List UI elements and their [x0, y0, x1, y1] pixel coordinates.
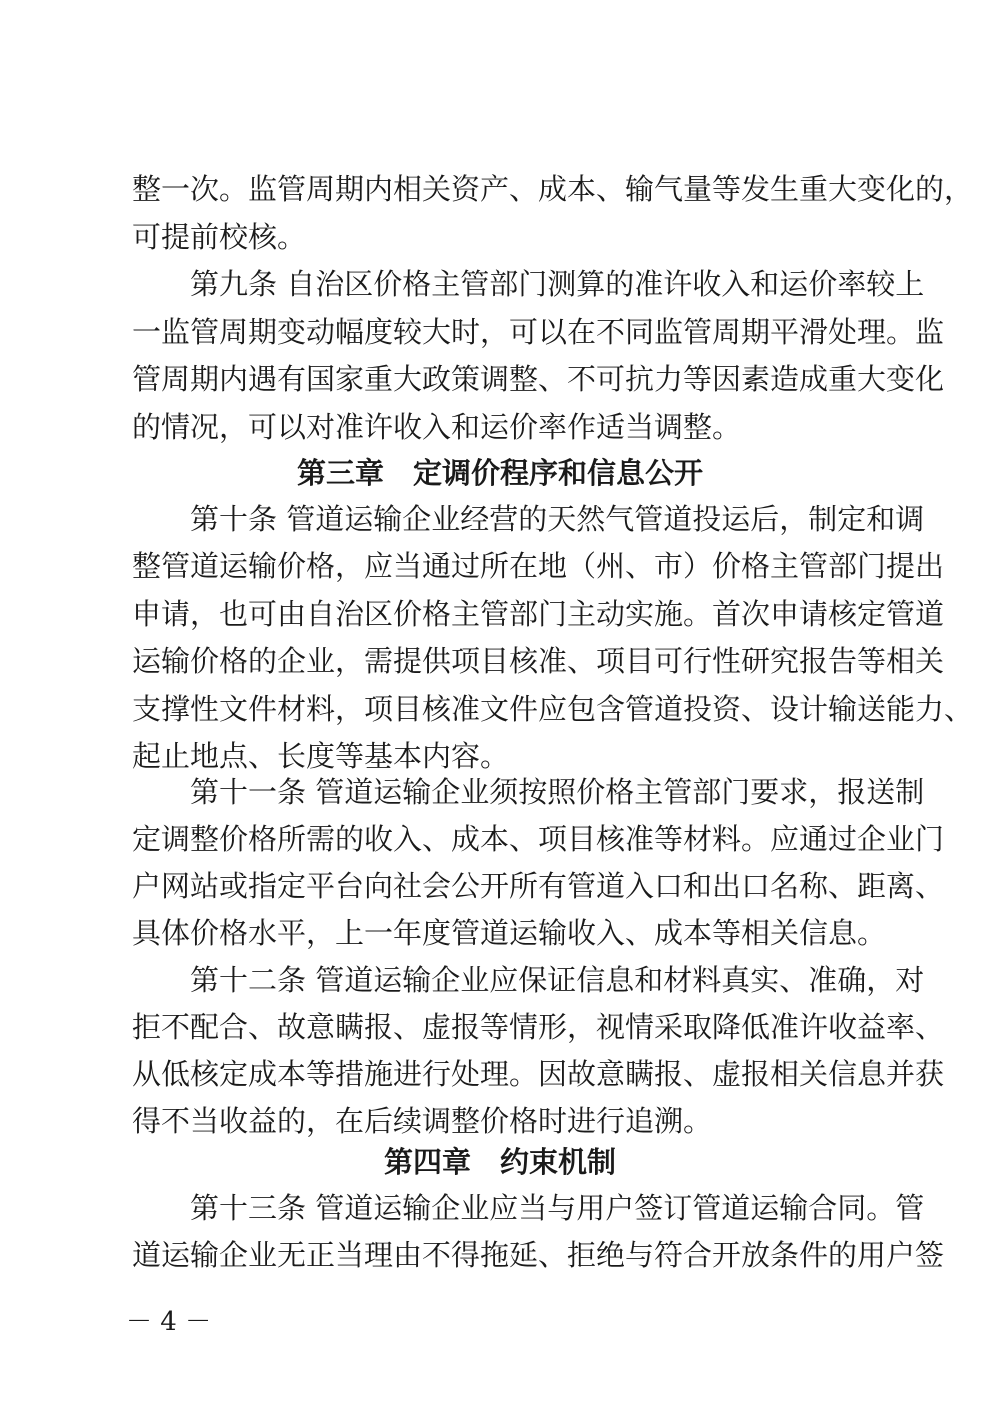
article-13-first-line: 第十三条 管道运输企业应当与用户签订管道运输合同。管 [190, 1191, 925, 1225]
body-line: 定调整价格所需的收入、成本、项目核准等材料。应通过企业门 [132, 822, 945, 856]
body-line: 具体价格水平，上一年度管道运输收入、成本等相关信息。 [132, 916, 887, 950]
chapter-3-heading: 第三章 定调价程序和信息公开 [296, 456, 703, 490]
article-11-first-line: 第十一条 管道运输企业须按照价格主管部门要求，报送制 [190, 775, 925, 809]
body-line: 拒不配合、故意瞒报、虚报等情形，视情采取降低准许收益率、 [132, 1010, 945, 1044]
article-9-first-line: 第九条 自治区价格主管部门测算的准许收入和运价率较上 [190, 267, 925, 301]
body-line: 整一次。监管周期内相关资产、成本、输气量等发生重大变化的， [132, 172, 974, 206]
body-line: 一监管周期变动幅度较大时，可以在不同监管周期平滑处理。监 [132, 315, 945, 349]
page-number: － 4 － [126, 1307, 212, 1337]
body-line: 支撑性文件材料，项目核准文件应包含管道投资、设计输送能力、 [132, 692, 974, 726]
article-10-first-line: 第十条 管道运输企业经营的天然气管道投运后，制定和调 [190, 502, 925, 536]
body-line: 可提前校核。 [132, 220, 307, 254]
body-line: 从低核定成本等措施进行处理。因故意瞒报、虚报相关信息并获 [132, 1057, 945, 1091]
body-line: 的情况，可以对准许收入和运价率作适当调整。 [132, 410, 742, 444]
article-12-first-line: 第十二条 管道运输企业应保证信息和材料真实、准确，对 [190, 963, 925, 997]
body-line: 道运输企业无正当理由不得拖延、拒绝与符合开放条件的用户签 [132, 1238, 945, 1272]
body-line: 户网站或指定平台向社会公开所有管道入口和出口名称、距离、 [132, 869, 945, 903]
body-line: 整管道运输价格，应当通过所在地（州、市）价格主管部门提出 [132, 549, 945, 583]
chapter-4-heading: 第四章 约束机制 [383, 1145, 616, 1179]
body-line: 运输价格的企业，需提供项目核准、项目可行性研究报告等相关 [132, 644, 945, 678]
body-line: 管周期内遇有国家重大政策调整、不可抗力等因素造成重大变化 [132, 362, 945, 396]
body-line: 申请，也可由自治区价格主管部门主动实施。首次申请核定管道 [132, 597, 945, 631]
body-line: 起止地点、长度等基本内容。 [132, 739, 510, 773]
body-line: 得不当收益的，在后续调整价格时进行追溯。 [132, 1104, 713, 1138]
